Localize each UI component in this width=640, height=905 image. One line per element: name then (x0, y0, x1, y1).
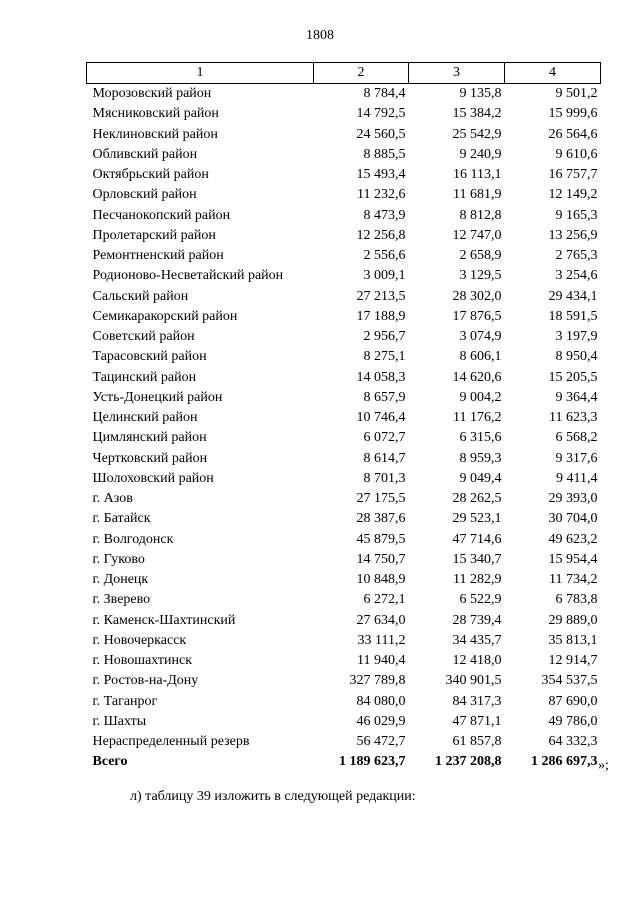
table-row (87, 145, 601, 165)
column-header: 2 (314, 63, 409, 84)
row-value: 12 747,0 (452, 227, 502, 243)
row-value: 27 634,0 (356, 612, 406, 628)
row-value: 15 205,5 (548, 369, 598, 385)
row-value: 47 871,1 (452, 713, 502, 729)
row-value: 9 240,9 (459, 146, 502, 162)
table-row (87, 570, 601, 590)
table-row (87, 631, 601, 651)
row-label: г. Таганрог (92, 693, 158, 709)
row-value: 29 393,0 (548, 491, 598, 507)
row-value: 8 784,4 (363, 86, 406, 102)
total-value: 1 189 623,7 (339, 754, 406, 770)
row-value: 8 275,1 (363, 349, 406, 365)
row-value: 61 857,8 (452, 734, 502, 750)
row-label: Родионово-Несветайский район (92, 268, 284, 284)
row-label: Целинский район (92, 410, 198, 426)
table-row (87, 388, 601, 408)
row-value: 14 058,3 (356, 369, 406, 385)
table-row (87, 287, 601, 307)
row-value: 18 591,5 (548, 308, 598, 324)
row-value: 34 435,7 (452, 632, 502, 648)
row-value: 12 914,7 (548, 653, 598, 669)
row-value: 8 473,9 (363, 207, 406, 223)
table-row (87, 530, 601, 550)
row-label: Неклиновский район (92, 126, 218, 142)
row-label: Тарасовский район (92, 349, 207, 365)
row-label: г. Ростов-на-Дону (92, 673, 199, 689)
row-value: 87 690,0 (548, 693, 598, 709)
row-value: 9 501,2 (555, 86, 598, 102)
row-value: 12 256,8 (356, 227, 406, 243)
row-value: 15 999,6 (548, 106, 598, 122)
table-row (87, 368, 601, 388)
table-row (87, 550, 601, 570)
row-value: 9 317,6 (555, 450, 598, 466)
table-row (87, 469, 601, 489)
row-value: 9 135,8 (459, 86, 502, 102)
table-row (87, 590, 601, 610)
row-value: 27 175,5 (356, 491, 406, 507)
row-value: 13 256,9 (548, 227, 598, 243)
row-label: г. Шахты (92, 713, 147, 729)
row-value: 2 658,9 (459, 248, 502, 264)
row-label: Мясниковский район (92, 106, 219, 122)
table-body (87, 84, 601, 753)
row-value: 35 813,1 (548, 632, 598, 648)
table-row (87, 611, 601, 631)
row-value: 14 620,6 (452, 369, 502, 385)
row-value: 84 317,3 (452, 693, 502, 709)
row-label: Семикаракорский район (92, 308, 238, 324)
table-row (87, 712, 601, 732)
table-row (87, 246, 601, 266)
row-label: Ремонтненский район (92, 248, 224, 264)
row-value: 2 556,6 (363, 248, 406, 264)
row-value: 11 282,9 (453, 572, 502, 588)
row-label: Обливский район (92, 146, 198, 162)
row-value: 26 564,6 (548, 126, 598, 142)
table-row (87, 449, 601, 469)
row-value: 8 885,5 (363, 146, 406, 162)
row-label: г. Зверево (92, 592, 151, 608)
table-row (87, 347, 601, 367)
row-value: 84 080,0 (356, 693, 406, 709)
row-label: Сальский район (92, 288, 189, 304)
row-value: 3 009,1 (363, 268, 406, 284)
row-value: 11 176,2 (453, 410, 502, 426)
row-value: 3 129,5 (459, 268, 502, 284)
budget-table (86, 62, 601, 773)
row-value: 3 197,9 (555, 329, 598, 345)
row-label: г. Новошахтинск (92, 653, 193, 669)
total-label: Всего (92, 754, 128, 770)
row-value: 8 950,4 (555, 349, 598, 365)
total-value: 1 237 208,8 (435, 754, 502, 770)
row-value: 33 111,2 (357, 632, 406, 648)
row-label: Нераспределенный резерв (92, 734, 250, 750)
row-value: 8 614,7 (363, 450, 406, 466)
row-value: 340 901,5 (445, 673, 502, 689)
column-header: 3 (409, 63, 505, 84)
table-row (87, 165, 601, 185)
table-row (87, 692, 601, 712)
table-row (87, 327, 601, 347)
row-value: 9 364,4 (555, 389, 598, 405)
row-value: 6 568,2 (555, 430, 598, 446)
row-value: 9 411,4 (556, 470, 598, 486)
row-value: 24 560,5 (356, 126, 406, 142)
row-value: 15 954,4 (548, 551, 598, 567)
row-value: 3 074,9 (459, 329, 502, 345)
table-row (87, 104, 601, 124)
row-value: 6 522,9 (459, 592, 502, 608)
row-value: 14 750,7 (356, 551, 406, 567)
row-value: 8 812,8 (459, 207, 502, 223)
row-label: г. Донецк (92, 572, 149, 588)
row-value: 47 714,6 (452, 531, 502, 547)
row-value: 28 302,0 (452, 288, 502, 304)
row-value: 17 188,9 (356, 308, 406, 324)
row-value: 28 262,5 (452, 491, 502, 507)
row-value: 16 757,7 (548, 167, 598, 183)
total-value: 1 286 697,3 (531, 754, 598, 770)
row-label: Усть-Донецкий район (92, 389, 223, 405)
row-label: Шолоховский район (92, 470, 214, 486)
row-value: 16 113,1 (453, 167, 502, 183)
row-value: 9 165,3 (555, 207, 598, 223)
row-value: 10 746,4 (356, 410, 406, 426)
row-value: 11 940,4 (357, 653, 406, 669)
row-value: 14 792,5 (356, 106, 406, 122)
row-value: 29 889,0 (548, 612, 598, 628)
table-row (87, 266, 601, 286)
table-row (87, 732, 601, 752)
table-row (87, 408, 601, 428)
row-value: 9 004,2 (459, 389, 502, 405)
table-row (87, 509, 601, 529)
row-value: 15 340,7 (452, 551, 502, 567)
row-value: 49 623,2 (548, 531, 598, 547)
row-value: 8 959,3 (459, 450, 502, 466)
row-value: 9 610,6 (555, 146, 598, 162)
row-label: Пролетарский район (92, 227, 216, 243)
row-label: г. Гуково (92, 551, 145, 567)
table-row (87, 671, 601, 691)
row-label: Тацинский район (92, 369, 197, 385)
row-value: 11 232,6 (357, 187, 406, 203)
table-total-row (87, 752, 601, 772)
table-row (87, 307, 601, 327)
row-value: 30 704,0 (548, 511, 598, 527)
row-value: 8 606,1 (459, 349, 502, 365)
row-value: 45 879,5 (356, 531, 406, 547)
table-row (87, 185, 601, 205)
column-header: 4 (505, 63, 601, 84)
row-value: 15 493,4 (356, 167, 406, 183)
row-value: 12 418,0 (452, 653, 502, 669)
table-row (87, 206, 601, 226)
row-value: 354 537,5 (541, 673, 598, 689)
row-label: г. Батайск (92, 511, 151, 527)
row-value: 9 049,4 (459, 470, 502, 486)
table-row (87, 84, 601, 105)
table-row (87, 125, 601, 145)
row-value: 46 029,9 (356, 713, 406, 729)
row-label: г. Волгодонск (92, 531, 174, 547)
row-label: Песчанокопский район (92, 207, 231, 223)
row-label: Советский район (92, 329, 195, 345)
row-value: 2 765,3 (555, 248, 598, 264)
page-number: 1808 (306, 28, 334, 43)
row-value: 29 434,1 (548, 288, 598, 304)
row-value: 11 623,3 (549, 410, 598, 426)
table-row (87, 651, 601, 671)
row-label: г. Каменск-Шахтинский (92, 612, 236, 628)
row-value: 28 739,4 (452, 612, 502, 628)
row-value: 11 681,9 (453, 187, 502, 203)
row-value: 6 315,6 (459, 430, 502, 446)
row-value: 327 789,8 (349, 673, 406, 689)
row-value: 12 149,2 (548, 187, 598, 203)
row-value: 2 956,7 (363, 329, 406, 345)
row-label: г. Новочеркасск (92, 632, 187, 648)
row-value: 64 332,3 (548, 734, 598, 750)
row-label: Чертковский район (92, 450, 208, 466)
row-value: 8 657,9 (363, 389, 406, 405)
table-header-row (87, 63, 601, 84)
row-value: 29 523,1 (452, 511, 502, 527)
row-value: 15 384,2 (452, 106, 502, 122)
closing-quote: »; (598, 758, 609, 773)
row-value: 27 213,5 (356, 288, 406, 304)
row-value: 25 542,9 (452, 126, 502, 142)
table-row (87, 226, 601, 246)
row-value: 6 272,1 (363, 592, 406, 608)
row-label: г. Азов (92, 491, 133, 507)
row-value: 8 701,3 (363, 470, 406, 486)
amendment-note: л) таблицу 39 изложить в следующей редакции: (130, 789, 416, 804)
row-label: Морозовский район (92, 86, 212, 102)
table-row (87, 489, 601, 509)
column-header: 1 (87, 63, 314, 84)
row-value: 56 472,7 (356, 734, 406, 750)
row-value: 17 876,5 (452, 308, 502, 324)
row-label: Октябрьский район (92, 167, 209, 183)
row-value: 10 848,9 (356, 572, 406, 588)
row-value: 49 786,0 (548, 713, 598, 729)
row-label: Орловский район (92, 187, 197, 203)
row-value: 28 387,6 (356, 511, 406, 527)
row-value: 11 734,2 (549, 572, 598, 588)
row-label: Цимлянский район (92, 430, 207, 446)
row-value: 6 783,8 (555, 592, 598, 608)
row-value: 3 254,6 (555, 268, 598, 284)
table-row (87, 428, 601, 448)
row-value: 6 072,7 (363, 430, 406, 446)
